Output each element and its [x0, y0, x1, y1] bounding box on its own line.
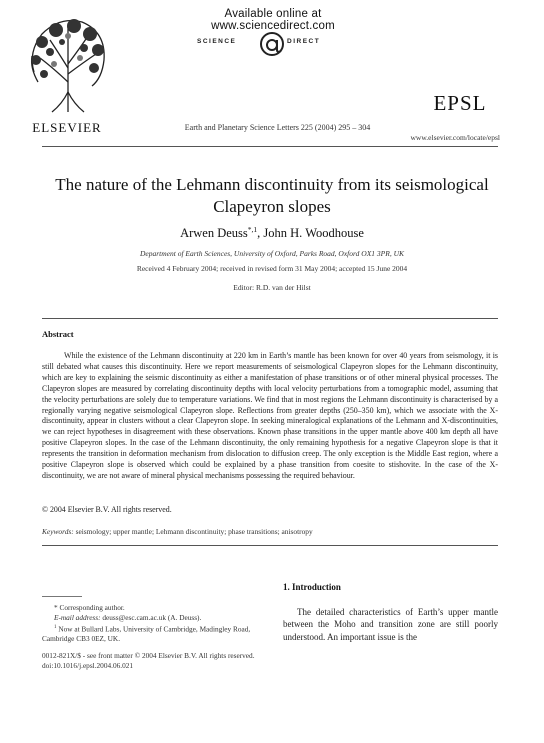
author-2[interactable]: John H. Woodhouse [263, 226, 364, 241]
keywords-line [42, 527, 498, 536]
footnote-now-at-text: Now at Bullard Labs, University of Cambridge, Madingley Road, Cambridge CB3 0EZ, UK. [42, 624, 251, 644]
sciencedirect-logo [185, 29, 375, 59]
doi-link[interactable]: doi:10.1016/j.epsl.2004.06.021 [42, 661, 134, 670]
available-online-banner: Available online at www.sciencedirect.com [211, 8, 335, 32]
journal-citation: Earth and Planetary Science Letters 225 (2004) 295 – 304 [184, 123, 371, 132]
keywords-label: Keywords: [42, 527, 74, 536]
footnote-now-at [42, 623, 267, 644]
author-1-marks[interactable]: *,1 [247, 225, 258, 234]
elsevier-wordmark: ELSEVIER [32, 120, 102, 135]
keywords-list: seismology; upper mantle; Lehmann discontinuity; phase transitions; anisotropy [73, 527, 313, 536]
affiliation: Department of Earth Sciences, University of Oxford, Parks Road, Oxford OX1 3PR, UK [140, 249, 404, 258]
journal-abbreviation: EPSL [433, 91, 487, 115]
elsevier-tree-logo [22, 12, 114, 118]
sciencedirect-direct-word: DIRECT [287, 38, 321, 45]
sciencedirect-at-icon [259, 30, 285, 58]
article-title-line-2: Clapeyron slopes [213, 197, 331, 216]
received-dates: Received 4 February 2004; received in revised form 31 May 2004; accepted 15 June 2004 [136, 264, 408, 273]
header-rule [42, 146, 498, 147]
journal-url-link[interactable]: www.elsevier.com/locate/epsl [410, 133, 500, 142]
editor-line: Editor: R.D. van der Hilst [233, 283, 311, 292]
footnote-email-label: E-mail address: [54, 613, 101, 622]
sciencedirect-science-word: SCIENCE [197, 38, 237, 45]
abstract-heading: Abstract [42, 329, 74, 339]
abstract-copyright: © 2004 Elsevier B.V. All rights reserved. [42, 505, 172, 514]
author-list [40, 225, 504, 241]
introduction-heading: 1. Introduction [283, 582, 341, 592]
issn-line: 0012-821X/$ - see front matter © 2004 Elsevier B.V. All rights reserved. [42, 651, 255, 660]
footnote-email [42, 613, 267, 623]
abstract-text [42, 351, 498, 482]
footnote-corresponding: * Corresponding author. [54, 603, 125, 612]
abstract-top-rule [42, 318, 498, 319]
author-1[interactable]: Arwen Deuss [180, 226, 248, 241]
author-separator: , [257, 226, 264, 241]
article-title-line-1: The nature of the Lehmann discontinuity from its seismological [55, 175, 489, 194]
abstract-paragraph: While the existence of the Lehmann discontinuity at 220 km in Earth’s mantle has been known for over 40 years from seismology, it is still debated what causes this discontinuity. Here we report measurements of seismological Clapeyron slopes for the Lehmann discontinuity, which are key to explaining the seismic discontinuity as either a manifestation of phase transitions or of other mineral physical processes. The Clapeyron slopes are measured by correlating discontinuity depths with local velocity perturbations from a tomographic model, assuming that the velocity perturbations are solely due to temperature variations. We find that in most regions the Lehmann discontinuity is characterised by a regionally varying negative seismological Clapeyron slope. Reflections from greater depths (250–350 km), which we associate with the X-discontinuity, appear in clusters without a clear Clapeyron slope. In seeking mineralogical explanations of the Lehmann and X-discontinuities, we can reject hypotheses in disagreement with these observations. Known phase transitions in the upper mantle above 400 km depth all have positive Clapeyron slopes. In the case of the Lehmann discontinuity, the only remaining hypothesis for a negative Clapeyron slope is that it represents the transition in deformation mechanism from dislocation to diffusion creep. The only exception is the Middle East region, where a positive Clapeyron slope is observed which could be explained by a phase transition from coesite to stishovite. In the case of the X-discontinuity, we are not aware of mineral physical mechanisms possessing the required behaviour. [42, 351, 498, 480]
abstract-bottom-rule [42, 545, 498, 546]
introduction-paragraph: The detailed characteristics of Earth’s upper mantle between the Moho and transition zone are still poorly understood. An important issue is the [283, 607, 498, 642]
footnote-now-at-mark: 1 [54, 625, 57, 630]
article-title [40, 174, 504, 218]
footnote-email-address[interactable]: deuss@esc.cam.ac.uk (A. Deuss). [100, 613, 202, 622]
footnote-rule [42, 596, 82, 597]
introduction-text [283, 606, 498, 643]
